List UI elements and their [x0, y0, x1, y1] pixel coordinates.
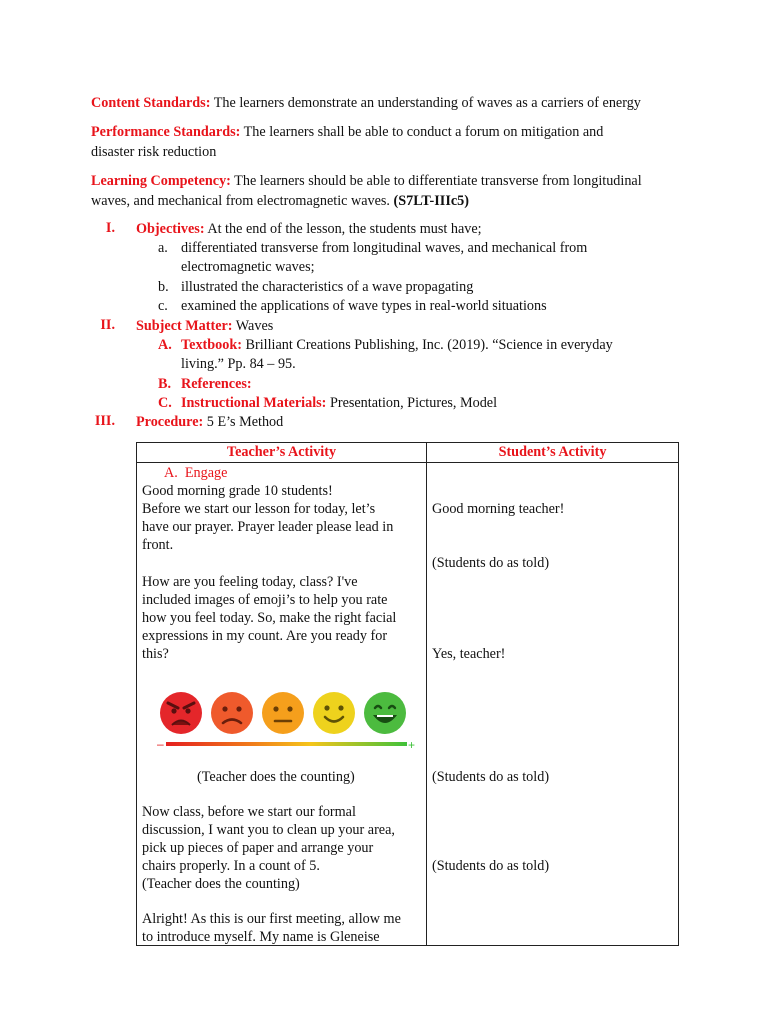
student-line: (Students do as told)	[432, 857, 550, 874]
emoji-faces-svg	[157, 689, 417, 753]
subject-matter-text: Waves	[232, 318, 274, 334]
engage-label: Engage	[184, 464, 228, 481]
procedure-heading	[136, 413, 283, 432]
objective-c-line1: examined the applications of wave types in real-world situations	[181, 298, 547, 314]
teacher-line: this?	[142, 645, 169, 662]
laughing-face-icon	[364, 692, 406, 734]
content-standards-label: Content Standards:	[91, 95, 211, 111]
teacher-activity-cell	[137, 462, 427, 945]
textbook-label: Textbook:	[181, 337, 242, 353]
materials-letter: C.	[158, 395, 172, 411]
materials-line	[181, 394, 497, 413]
materials-text: Presentation, Pictures, Model	[326, 395, 498, 411]
teacher-line: Good morning grade 10 students!	[142, 482, 333, 499]
subject-matter-label: Subject Matter:	[136, 318, 233, 334]
objectives-text: At the end of the lesson, the students must have;	[204, 221, 482, 237]
performance-standards-label: Performance Standards:	[91, 124, 241, 140]
teacher-line: Before we start our lesson for today, let’s	[142, 500, 376, 517]
teacher-line: how you feel today. So, make the right facial	[142, 609, 397, 626]
objectives-heading	[136, 220, 482, 239]
table-row	[137, 462, 679, 945]
objective-b-letter: b.	[158, 279, 169, 295]
neutral-face-icon	[262, 692, 304, 734]
student-line: (Students do as told)	[432, 768, 550, 785]
textbook-letter: A.	[158, 337, 172, 353]
objective-a-line1: differentiated transverse from longitudinal waves, and mechanical from	[181, 240, 588, 256]
teacher-line: to introduce myself. My name is Gleneise	[142, 928, 380, 945]
teacher-line: included images of emoji’s to help you rate	[142, 591, 388, 608]
student-activity-cell	[427, 462, 679, 945]
references-letter: B.	[158, 376, 172, 392]
teacher-line: How are you feeling today, class? I've	[142, 573, 358, 590]
performance-standards	[91, 123, 691, 162]
learning-competency-line1: The learners should be able to differentiate transverse from longitudinal	[230, 173, 642, 189]
teacher-line: (Teacher does the counting)	[197, 768, 355, 785]
learning-competency-code: (S7LT-IIIc5)	[393, 192, 469, 209]
mood-scale-bar	[166, 742, 407, 746]
procedure-label: Procedure:	[136, 414, 204, 430]
objectives-numeral: I.	[105, 220, 115, 236]
objective-a-line2: electromagnetic waves;	[181, 259, 315, 275]
teacher-line: Alright! As this is our first meeting, allow me	[142, 910, 401, 927]
scale-plus-sign: +	[408, 737, 416, 752]
learning-competency-label: Learning Competency:	[91, 173, 231, 189]
objective-b-line1: illustrated the characteristics of a wave propagating	[181, 279, 474, 295]
teacher-line: expressions in my count. Are you ready for	[142, 627, 388, 644]
engage-letter: A.	[164, 464, 178, 481]
references-label: References:	[181, 376, 252, 392]
procedure-numeral: III.	[94, 413, 115, 429]
teacher-line: have our prayer. Prayer leader please lead in	[142, 518, 394, 535]
learning-competency	[91, 172, 691, 211]
student-line: (Students do as told)	[432, 554, 550, 571]
teacher-activity-header: Teacher’s Activity	[137, 443, 427, 463]
teacher-line: pick up pieces of paper and arrange your	[142, 839, 374, 856]
angry-face-icon	[160, 692, 202, 734]
activity-table	[136, 442, 679, 946]
student-line: Good morning teacher!	[432, 500, 565, 517]
materials-label: Instructional Materials:	[181, 395, 327, 411]
teacher-line: discussion, I want you to clean up your area,	[142, 821, 395, 838]
engage-heading	[164, 464, 227, 483]
learning-competency-line2: waves, and mechanical from electromagnetic waves.	[91, 192, 394, 209]
performance-standards-line1: The learners shall be able to conduct a forum on mitigation and	[240, 124, 604, 140]
objective-c-letter: c.	[158, 298, 168, 314]
teacher-line: (Teacher does the counting)	[142, 875, 300, 892]
objectives-label: Objectives:	[136, 221, 205, 237]
textbook-line2: living.” Pp. 84 – 95.	[181, 356, 296, 372]
student-line: Yes, teacher!	[432, 645, 506, 662]
procedure-text: 5 E’s Method	[203, 414, 284, 430]
emoji-rating-scale	[157, 689, 416, 752]
textbook-text: Brilliant Creations Publishing, Inc. (2019). “Science in everyday	[241, 337, 613, 353]
teacher-line: front.	[142, 536, 174, 553]
objective-a-letter: a.	[158, 240, 168, 256]
performance-standards-line2: disaster risk reduction	[91, 143, 217, 160]
textbook-line1	[181, 336, 613, 355]
subject-matter-heading	[136, 317, 273, 336]
teacher-line: chairs properly. In a count of 5.	[142, 857, 320, 874]
content-standards-text: The learners demonstrate an understanding of waves as a carriers of energy	[210, 95, 641, 111]
student-activity-header: Student’s Activity	[427, 443, 679, 463]
smiling-face-icon	[313, 692, 355, 734]
scale-minus-sign: –	[157, 736, 164, 751]
subject-matter-numeral: II.	[100, 317, 115, 333]
table-header-row	[137, 443, 679, 463]
sad-face-icon	[211, 692, 253, 734]
teacher-line: Now class, before we start our formal	[142, 803, 356, 820]
content-standards	[91, 94, 691, 114]
